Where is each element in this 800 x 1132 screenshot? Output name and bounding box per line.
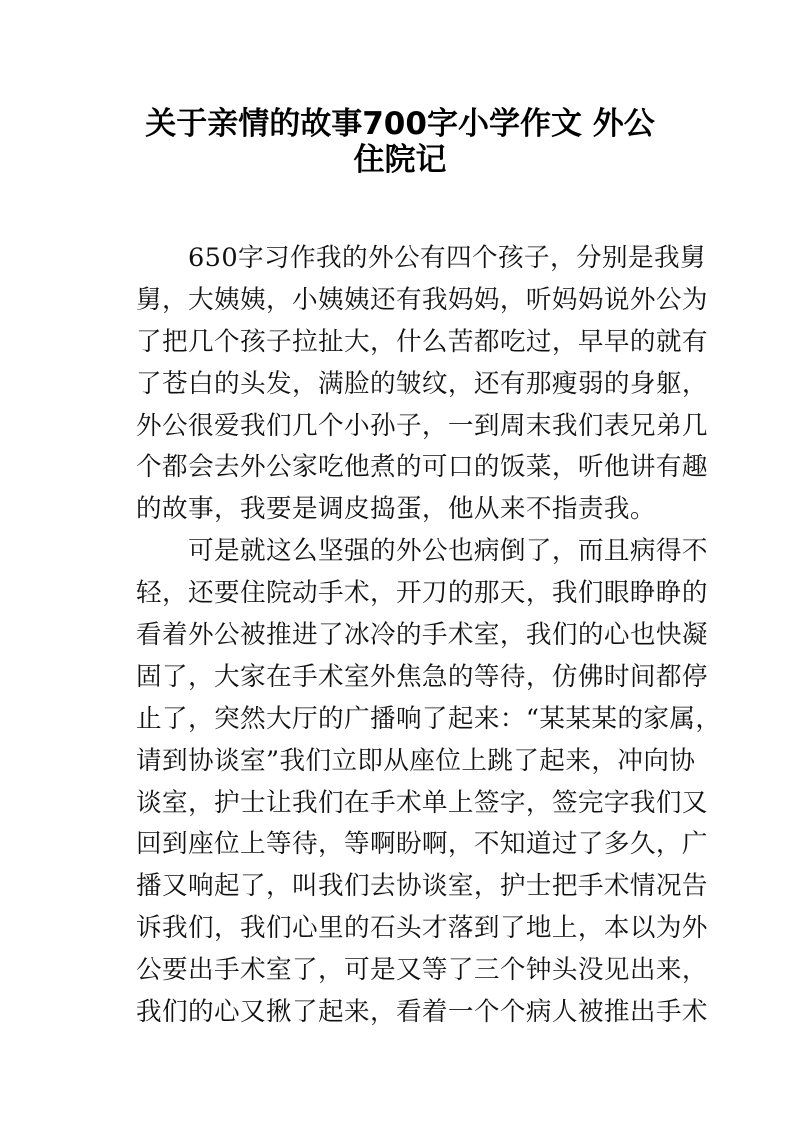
text-line: 止了，突然大厅的广播响了起来：“某某某的家属， — [136, 703, 722, 734]
text-line: 公要出手术室了，可是又等了三个钟头没见出来， — [136, 955, 708, 986]
paragraph — [136, 238, 708, 531]
text-line: 看着外公被推进了冰冷的手术室，我们的心也快凝 — [136, 620, 708, 651]
paragraph — [136, 531, 722, 1034]
text-line: 的故事，我要是调皮捣蛋，他从来不指责我。 — [136, 494, 656, 525]
text-line: 我们的心又揪了起来，看着一个个病人被推出手术 — [136, 997, 708, 1028]
document-title-line-2: 住院记 — [353, 142, 447, 178]
text-line: 播又响起了，叫我们去协谈室，护士把手术情况告 — [136, 871, 708, 902]
text-line: 650字习作我的外公有四个孩子，分别是我舅 — [188, 243, 706, 273]
document-body — [136, 238, 722, 1034]
text-line: 个都会去外公家吃他煮的可口的饭菜，听他讲有趣 — [136, 452, 708, 483]
text-line: 可是就这么坚强的外公也病倒了，而且病得不 — [188, 536, 708, 567]
text-line: 回到座位上等待，等啊盼啊，不知道过了多久，广 — [136, 829, 708, 860]
text-line: 谈室，护士让我们在手术单上签字，签完字我们又 — [136, 787, 708, 818]
text-line: 诉我们，我们心里的石头才落到了地上，本以为外 — [136, 913, 708, 944]
text-line: 外公很爱我们几个小孙子，一到周末我们表兄弟几 — [136, 410, 708, 441]
text-line: 了苍白的头发，满脸的皱纹，还有那瘦弱的身躯， — [136, 368, 708, 399]
document-title-line-1: 关于亲情的故事700字小学作文 外公 — [145, 106, 655, 142]
text-line: 舅，大姨姨，小姨姨还有我妈妈，听妈妈说外公为 — [136, 284, 708, 315]
text-line: 固了，大家在手术室外焦急的等待，仿佛时间都停 — [136, 661, 708, 692]
text-line: 轻，还要住院动手术，开刀的那天，我们眼睁睁的 — [136, 578, 708, 609]
text-line: 了把几个孩子拉扯大，什么苦都吃过，早早的就有 — [136, 326, 708, 357]
text-line: 请到协谈室”我们立即从座位上跳了起来，冲向协 — [136, 745, 696, 776]
